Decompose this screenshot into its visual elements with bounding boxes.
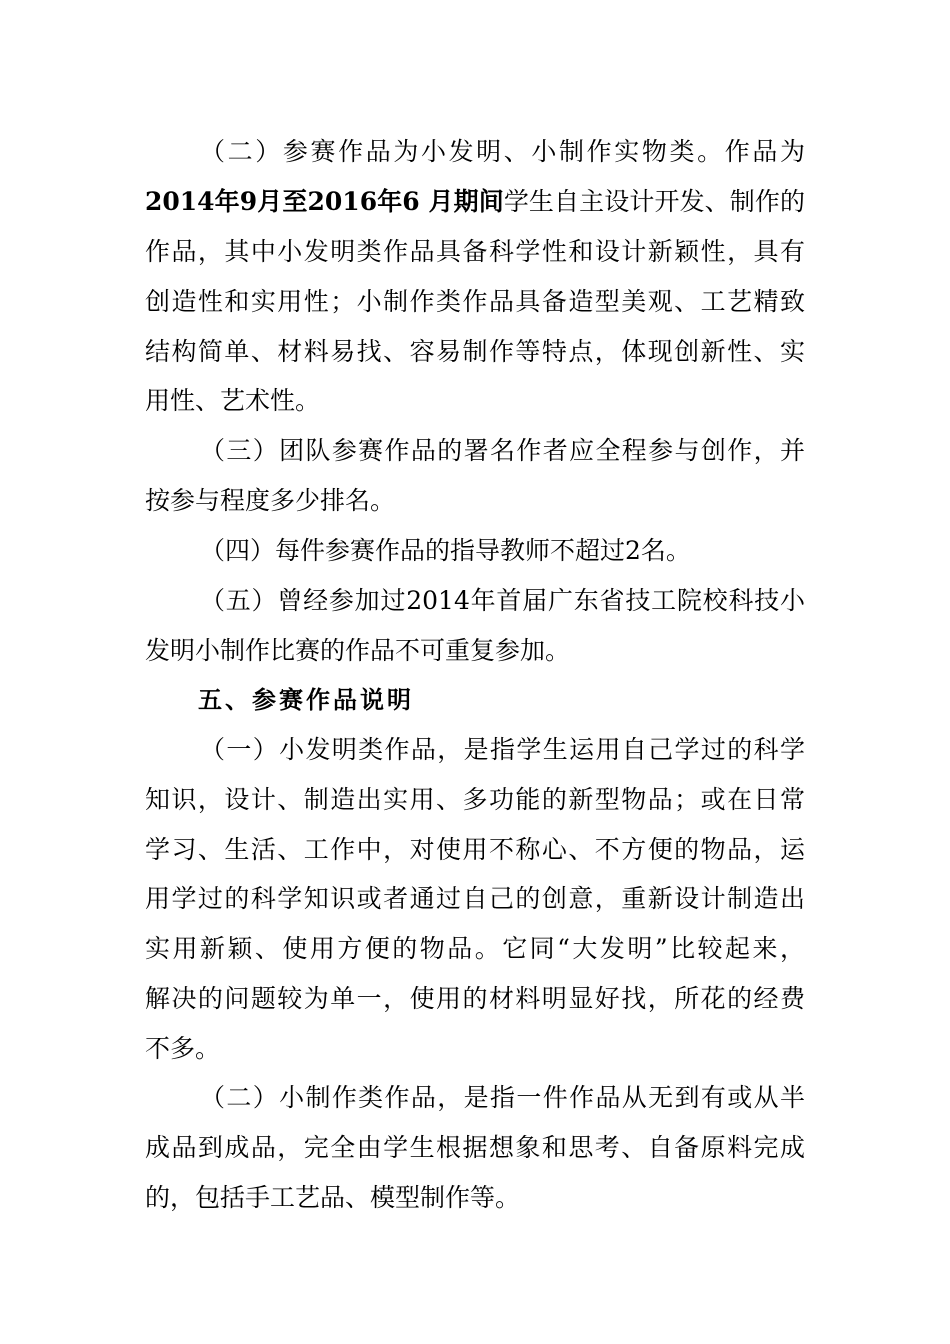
section-5-paragraph-1-line-6: 解决的问题较为单一，使用的材料明显好找，所花的经费 [145, 984, 805, 1013]
paragraph-3-line-2: 按参与程度多少排名。 [145, 486, 396, 515]
paragraph-5-line-1: （五）曾经参加过2014年首届广东省技工院校科技小 [200, 586, 805, 615]
section-5-paragraph-1-line-5: 实用新颖、使用方便的物品。它同“大发明”比较起来， [145, 934, 805, 963]
paragraph-2-line-2-rest: 学生自主设计开发、制作的 [503, 187, 805, 216]
section-5-paragraph-2-line-2: 成品到成品，完全由学生根据想象和思考、自备原料完成 [145, 1133, 805, 1162]
paragraph-2-line-4: 创造性和实用性；小制作类作品具备造型美观、工艺精致 [145, 287, 805, 316]
paragraph-3-line-1: （三）团队参赛作品的署名作者应全程参与创作，并 [200, 436, 805, 465]
paragraph-2-line-5: 结构简单、材料易找、容易制作等特点，体现创新性、实 [145, 337, 805, 366]
section-heading-5: 五、参赛作品说明 [198, 686, 414, 714]
section-5-paragraph-2-line-3: 的，包括手工艺品、模型制作等。 [145, 1183, 521, 1212]
paragraph-2-line-6: 用性、艺术性。 [145, 386, 321, 415]
date-range-bold: 2014年9月至2016年6 月期间 [145, 187, 504, 216]
paragraph-2-line-3: 作品，其中小发明类作品具备科学性和设计新颖性，具有 [145, 237, 805, 266]
paragraph-5-line-2: 发明小制作比赛的作品不可重复参加。 [145, 636, 571, 665]
section-5-paragraph-1-line-7: 不多。 [145, 1034, 221, 1063]
section-5-paragraph-1-line-2: 知识，设计、制造出实用、多功能的新型物品；或在日常 [145, 785, 805, 814]
paragraph-2-line-2 [145, 184, 805, 220]
section-5-paragraph-2-line-1: （二）小制作类作品，是指一件作品从无到有或从半 [200, 1083, 805, 1112]
section-5-paragraph-1-line-3: 学习、生活、工作中，对使用不称心、不方便的物品，运 [145, 835, 805, 864]
section-5-paragraph-1-line-4: 用学过的科学知识或者通过自己的创意，重新设计制造出 [145, 884, 805, 913]
paragraph-4-line-1: （四）每件参赛作品的指导教师不超过2名。 [200, 536, 691, 565]
section-5-paragraph-1-line-1: （一）小发明类作品，是指学生运用自己学过的科学 [200, 735, 805, 764]
paragraph-2-line-1: （二）参赛作品为小发明、小制作实物类。作品为 [200, 137, 805, 166]
